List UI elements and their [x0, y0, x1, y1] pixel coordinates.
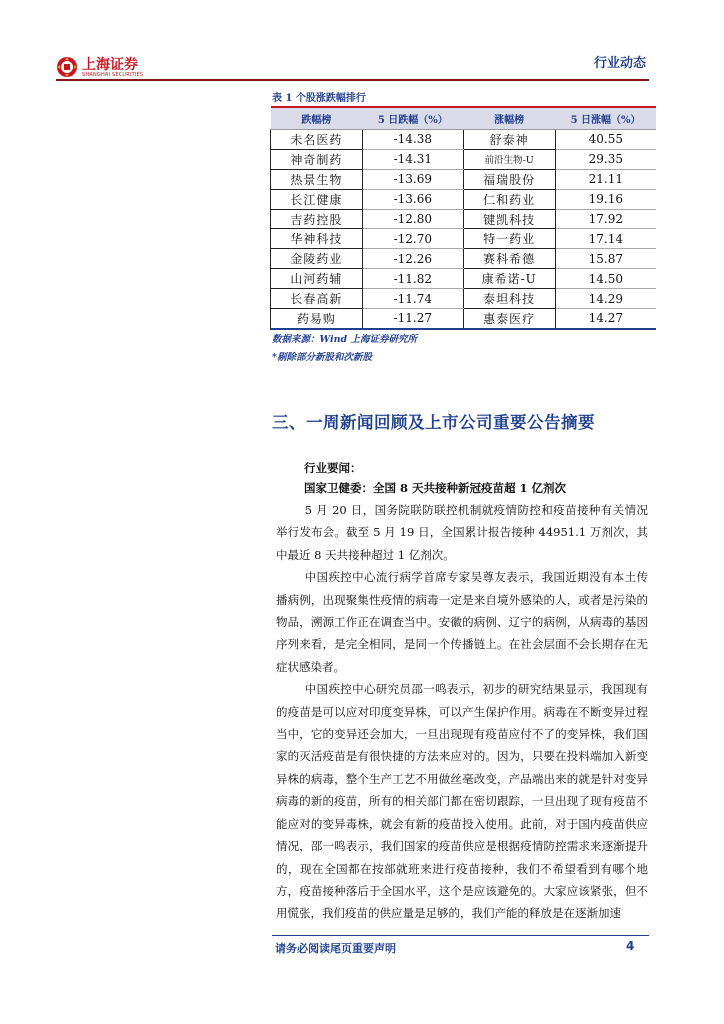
decliner-name: 热景生物 — [271, 169, 363, 189]
logo-subtext: SHANGHAI SECURITIES — [82, 72, 144, 78]
column-header: 涨幅榜 — [463, 107, 555, 130]
gain-value: 40.55 — [555, 130, 656, 150]
decline-value: -13.69 — [362, 169, 463, 189]
table-row — [271, 229, 657, 249]
section-title: 三、一周新闻回顾及上市公司重要公告摘要 — [272, 413, 595, 432]
decline-value: -13.66 — [362, 189, 463, 209]
table-row — [271, 209, 657, 229]
gainer-name: 舒泰神 — [463, 130, 555, 150]
disclaimer-notice: 请务必阅读尾页重要声明 — [275, 942, 396, 955]
decline-value: -11.82 — [362, 269, 463, 289]
page-number: 4 — [626, 939, 635, 953]
gainer-name: 前沿生物-U — [463, 149, 555, 169]
gain-value: 17.14 — [555, 229, 656, 249]
table-note: *剔除部分新股和次新股 — [272, 352, 372, 363]
decline-value: -12.26 — [362, 249, 463, 269]
shanghai-securities-logo-icon — [56, 56, 78, 78]
footer-divider — [272, 935, 649, 936]
column-header: 5 日涨幅（%） — [555, 107, 656, 130]
paragraph: 5 月 20 日，国务院联防联控机制就疫情防控和疫苗接种有关情况举行发布会。截至 5 月 19 日，全国累计报告接种 44951.1 万剂次，其中最近 8 天共接种超过 1 亿剂次。 — [276, 503, 648, 562]
column-header: 5 日跌幅（%） — [362, 107, 463, 130]
news-headline: 国家卫健委：全国 8 天共接种新冠疫苗超 1 亿剂次 — [304, 481, 567, 495]
logo-text: 上海证券 — [82, 57, 138, 73]
decliner-name: 金陵药业 — [271, 249, 363, 269]
decliner-name: 山河药辅 — [271, 269, 363, 289]
stock-ranking-table — [270, 106, 656, 330]
gainer-name: 仁和药业 — [463, 189, 555, 209]
table-row — [271, 309, 657, 329]
decline-value: -14.38 — [362, 130, 463, 150]
decliner-name: 长江健康 — [271, 189, 363, 209]
gain-value: 29.35 — [555, 149, 656, 169]
table-title: 表 1 个股涨跌幅排行 — [272, 93, 366, 104]
gainer-name: 泰坦科技 — [463, 289, 555, 309]
subheading-industry-news: 行业要闻： — [304, 461, 362, 475]
table-row — [271, 189, 657, 209]
column-header: 跌幅榜 — [271, 107, 363, 130]
gain-value: 17.92 — [555, 209, 656, 229]
table-row — [271, 169, 657, 189]
gainer-name: 惠泰医疗 — [463, 309, 555, 329]
page-header — [56, 50, 648, 80]
paragraph: 中国疾控中心流行病学首席专家吴尊友表示，我国近期没有本土传播病例，出现聚集性疫情的病毒一定是来自境外感染的人，或者是污染的物品，溯源工作正在调查当中。安徽的病例、辽宁的病例，从病毒的基因序列来看，是完全相同，是同一个传播链上。在社会层面不会长期存在无症状感染者。 — [276, 570, 648, 674]
data-source: 数据来源：Wind 上海证券研究所 — [272, 334, 417, 345]
table-row — [271, 249, 657, 269]
decliner-name: 吉药控股 — [271, 209, 363, 229]
decliner-name: 药易购 — [271, 309, 363, 329]
decline-value: -14.31 — [362, 149, 463, 169]
report-type-label: 行业动态 — [593, 56, 646, 71]
gainer-name: 福瑞股份 — [463, 169, 555, 189]
article-body — [276, 499, 648, 925]
decline-value: -11.27 — [362, 309, 463, 329]
gain-value: 14.50 — [555, 269, 656, 289]
decliner-name: 未名医药 — [271, 130, 363, 150]
gain-value: 14.27 — [555, 309, 656, 329]
table-header-row — [271, 107, 657, 130]
header-divider — [56, 79, 649, 81]
paragraph: 中国疾控中心研究员邵一鸣表示，初步的研究结果显示，我国现有的疫苗是可以应对印度变异株，可以产生保护作用。病毒在不断变异过程当中，它的变异还会加大，一旦出现现有疫苗应付不了的变异株，我们国家的灭活疫苗是有很快捷的方法来应对的。因为，只要在投料端加入新变异株的病毒，整个生产工艺不用做丝毫改变，产品端出来的就是针对变异病毒的新的疫苗，所有的相关部门都在密切跟踪，一旦出现了现有疫苗不能应对的变异毒株，就会有新的疫苗投入使用。此前，对于国内疫苗供应情况，邵一鸣表示，我们国家的疫苗供应是根据疫情防控需求来逐渐提升的，现在全国都在按部就班来进行疫苗接种，我们不希望看到有哪个地方，疫苗接种落后于全国水平，这个是应该避免的。大家应该紧张，但不用慌张，我们疫苗的供应量是足够的，我们产能的释放是在逐渐加速 — [276, 682, 648, 921]
decline-value: -11.74 — [362, 289, 463, 309]
decline-value: -12.80 — [362, 209, 463, 229]
decliner-name: 华神科技 — [271, 229, 363, 249]
gainer-name: 键凯科技 — [463, 209, 555, 229]
decliner-name: 神奇制药 — [271, 149, 363, 169]
gainer-name: 特一药业 — [463, 229, 555, 249]
table-row — [271, 149, 657, 169]
table-row — [271, 269, 657, 289]
gain-value: 21.11 — [555, 169, 656, 189]
table-row — [271, 289, 657, 309]
decline-value: -12.70 — [362, 229, 463, 249]
gainer-name: 康希诺-U — [463, 269, 555, 289]
gainer-name: 赛科希德 — [463, 249, 555, 269]
gain-value: 15.87 — [555, 249, 656, 269]
gain-value: 19.16 — [555, 189, 656, 209]
decliner-name: 长春高新 — [271, 289, 363, 309]
table-row — [271, 130, 657, 150]
gain-value: 14.29 — [555, 289, 656, 309]
